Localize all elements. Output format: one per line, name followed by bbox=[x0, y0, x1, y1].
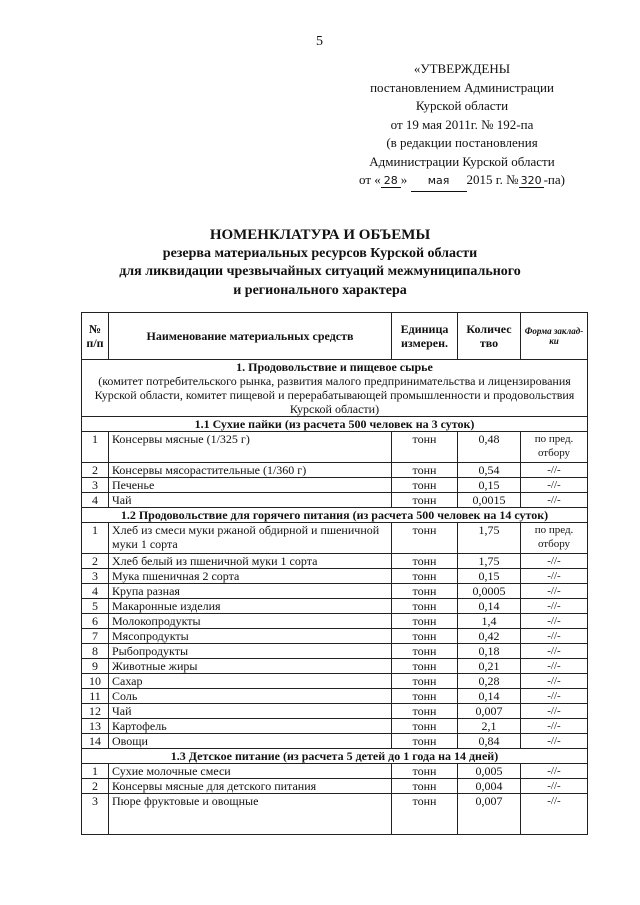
cell-unit: тонн bbox=[392, 779, 458, 794]
section-row bbox=[82, 360, 588, 417]
cell-name: Пюре фруктовые и овощные bbox=[109, 794, 392, 835]
table-row bbox=[82, 432, 588, 463]
cell-name: Сухие молочные смеси bbox=[109, 764, 392, 779]
header-name: Наименование материальных средств bbox=[109, 313, 392, 360]
header-num: № п/п bbox=[82, 313, 109, 360]
cell-num: 13 bbox=[82, 719, 109, 734]
header-unit: Единица измерен. bbox=[392, 313, 458, 360]
cell-form: -//- bbox=[521, 719, 588, 734]
subsection-title: 1.2 Продовольствие для горячего питания (из расчета 500 человек на 14 суток) bbox=[82, 508, 588, 523]
cell-qty: 0,42 bbox=[458, 629, 521, 644]
approval-line: «УТВЕРЖДЕНЫ bbox=[413, 61, 511, 76]
table-row bbox=[82, 554, 588, 569]
cell-qty: 0,007 bbox=[458, 704, 521, 719]
cell-form: -//- bbox=[521, 644, 588, 659]
approval-line: от 19 мая 2011г. № 192-па bbox=[390, 116, 534, 132]
cell-form: -//- bbox=[521, 659, 588, 674]
nomenclature-table bbox=[81, 312, 588, 835]
table-row bbox=[82, 523, 588, 554]
date-quote: » bbox=[400, 172, 408, 187]
cell-qty: 2,1 bbox=[458, 719, 521, 734]
title-line: резерва материальных ресурсов Курской области bbox=[162, 245, 478, 261]
cell-form: -//- bbox=[521, 478, 588, 493]
cell-num: 2 bbox=[82, 554, 109, 569]
table-row bbox=[82, 599, 588, 614]
cell-form: по пред. отбору bbox=[521, 432, 588, 463]
subsection-row bbox=[82, 508, 588, 523]
table-row bbox=[82, 493, 588, 508]
approval-line: (в редакции постановления bbox=[386, 135, 538, 150]
cell-unit: тонн bbox=[392, 674, 458, 689]
cell-unit: тонн bbox=[392, 614, 458, 629]
cell-qty: 0,14 bbox=[458, 599, 521, 614]
cell-form: -//- bbox=[521, 629, 588, 644]
cell-form: -//- bbox=[521, 599, 588, 614]
cell-unit: тонн bbox=[392, 569, 458, 584]
cell-form: -//- bbox=[521, 493, 588, 508]
cell-unit: тонн bbox=[392, 689, 458, 704]
cell-qty: 0,005 bbox=[458, 764, 521, 779]
subsection-row bbox=[82, 417, 588, 432]
cell-unit: тонн bbox=[392, 463, 458, 478]
cell-qty: 1,4 bbox=[458, 614, 521, 629]
cell-num: 1 bbox=[82, 432, 109, 463]
title-line: для ликвидации чрезвычайных ситуаций межмуниципального bbox=[119, 264, 521, 279]
subsection-title: 1.1 Сухие пайки (из расчета 500 человек на 3 суток) bbox=[82, 417, 588, 432]
cell-unit: тонн bbox=[392, 599, 458, 614]
cell-name: Животные жиры bbox=[109, 659, 392, 674]
date-prefix: от « bbox=[359, 172, 381, 187]
cell-num: 10 bbox=[82, 674, 109, 689]
cell-form: -//- bbox=[521, 764, 588, 779]
cell-form: -//- bbox=[521, 554, 588, 569]
cell-num: 6 bbox=[82, 614, 109, 629]
cell-unit: тонн bbox=[392, 764, 458, 779]
cell-unit: тонн bbox=[392, 794, 458, 835]
cell-num: 11 bbox=[82, 689, 109, 704]
cell-unit: тонн bbox=[392, 584, 458, 599]
cell-qty: 0,84 bbox=[458, 734, 521, 749]
table-row bbox=[82, 779, 588, 794]
cell-form: -//- bbox=[521, 779, 588, 794]
cell-num: 7 bbox=[82, 629, 109, 644]
table-row bbox=[82, 463, 588, 478]
cell-form: -//- bbox=[521, 734, 588, 749]
cell-name: Молокопродукты bbox=[109, 614, 392, 629]
cell-name: Чай bbox=[109, 704, 392, 719]
cell-unit: тонн bbox=[392, 478, 458, 493]
cell-unit: тонн bbox=[392, 644, 458, 659]
table-header bbox=[82, 313, 588, 360]
cell-num: 3 bbox=[82, 794, 109, 835]
cell-unit: тонн bbox=[392, 493, 458, 508]
title-line: НОМЕНКЛАТУРА И ОБЪЕМЫ bbox=[209, 227, 431, 243]
approval-stamp bbox=[312, 60, 612, 192]
cell-num: 12 bbox=[82, 704, 109, 719]
cell-unit: тонн bbox=[392, 554, 458, 569]
cell-num: 8 bbox=[82, 644, 109, 659]
cell-name: Мука пшеничная 2 сорта bbox=[109, 569, 392, 584]
header-qty: Количес тво bbox=[458, 313, 521, 360]
table-row bbox=[82, 478, 588, 493]
cell-unit: тонн bbox=[392, 523, 458, 554]
table-row bbox=[82, 644, 588, 659]
cell-qty: 0,14 bbox=[458, 689, 521, 704]
approval-line: Курской области bbox=[415, 98, 509, 113]
cell-form: -//- bbox=[521, 674, 588, 689]
cell-name: Овощи bbox=[109, 734, 392, 749]
cell-qty: 1,75 bbox=[458, 523, 521, 554]
cell-qty: 0,004 bbox=[458, 779, 521, 794]
cell-num: 3 bbox=[82, 478, 109, 493]
table-row bbox=[82, 584, 588, 599]
cell-name: Соль bbox=[109, 689, 392, 704]
cell-form: -//- bbox=[521, 704, 588, 719]
subsection-title: 1.3 Детское питание (из расчета 5 детей до 1 года на 14 дней) bbox=[82, 749, 588, 764]
cell-qty: 1,75 bbox=[458, 554, 521, 569]
cell-name: Макаронные изделия bbox=[109, 599, 392, 614]
doc-number: 320 bbox=[520, 174, 542, 187]
table-row bbox=[82, 719, 588, 734]
cell-qty: 0,48 bbox=[458, 432, 521, 463]
section-cell bbox=[82, 360, 588, 417]
cell-num: 2 bbox=[82, 463, 109, 478]
cell-name: Картофель bbox=[109, 719, 392, 734]
approval-date-line bbox=[312, 171, 612, 192]
cell-name: Мясопродукты bbox=[109, 629, 392, 644]
table-row bbox=[82, 794, 588, 835]
document-title bbox=[60, 226, 580, 300]
cell-name: Сахар bbox=[109, 674, 392, 689]
cell-name: Хлеб из смеси муки ржаной обдирной и пшеничной муки 1 сорта bbox=[109, 523, 392, 554]
cell-qty: 0,007 bbox=[458, 794, 521, 835]
cell-name: Консервы мясорастительные (1/360 г) bbox=[109, 463, 392, 478]
cell-num: 14 bbox=[82, 734, 109, 749]
date-suffix: -па) bbox=[543, 172, 565, 187]
cell-unit: тонн bbox=[392, 432, 458, 463]
cell-unit: тонн bbox=[392, 734, 458, 749]
cell-num: 4 bbox=[82, 584, 109, 599]
month-value: мая bbox=[411, 172, 467, 192]
cell-form: -//- bbox=[521, 569, 588, 584]
cell-num: 1 bbox=[82, 523, 109, 554]
cell-form: по пред. отбору bbox=[521, 523, 588, 554]
title-line: и регионального характера bbox=[233, 282, 407, 298]
cell-num: 5 bbox=[82, 599, 109, 614]
cell-unit: тонн bbox=[392, 719, 458, 734]
cell-name: Рыбопродукты bbox=[109, 644, 392, 659]
cell-qty: 0,0015 bbox=[458, 493, 521, 508]
cell-num: 9 bbox=[82, 659, 109, 674]
header-form: Форма заклад-ки bbox=[521, 313, 588, 360]
cell-form: -//- bbox=[521, 584, 588, 599]
cell-qty: 0,54 bbox=[458, 463, 521, 478]
table-row bbox=[82, 704, 588, 719]
table-row bbox=[82, 659, 588, 674]
cell-qty: 0,18 bbox=[458, 644, 521, 659]
cell-unit: тонн bbox=[392, 704, 458, 719]
page-number: 5 bbox=[316, 34, 323, 49]
date-year: 2015 г. № bbox=[466, 172, 519, 187]
table-row bbox=[82, 629, 588, 644]
table-row bbox=[82, 569, 588, 584]
table-row bbox=[82, 614, 588, 629]
cell-name: Печенье bbox=[109, 478, 392, 493]
cell-qty: 0,21 bbox=[458, 659, 521, 674]
cell-num: 4 bbox=[82, 493, 109, 508]
section-description: (комитет потребительского рынка, развития малого предпринимательства и лицензирования Курской области, комитет пищевой и перерабатывающей промышленности и продовольствия Курской области) bbox=[94, 374, 575, 416]
cell-form: -//- bbox=[521, 794, 588, 835]
cell-name: Хлеб белый из пшеничной муки 1 сорта bbox=[109, 554, 392, 569]
cell-qty: 0,0005 bbox=[458, 584, 521, 599]
cell-qty: 0,28 bbox=[458, 674, 521, 689]
table-row bbox=[82, 734, 588, 749]
table-row bbox=[82, 674, 588, 689]
cell-form: -//- bbox=[521, 463, 588, 478]
cell-form: -//- bbox=[521, 689, 588, 704]
approval-line: постановлением Администрации bbox=[370, 79, 554, 95]
cell-qty: 0,15 bbox=[458, 478, 521, 493]
cell-unit: тонн bbox=[392, 629, 458, 644]
cell-name: Консервы мясные (1/325 г) bbox=[109, 432, 392, 463]
cell-name: Крупа разная bbox=[109, 584, 392, 599]
approval-line: Администрации Курской области bbox=[369, 153, 555, 169]
cell-num: 3 bbox=[82, 569, 109, 584]
table-row bbox=[82, 764, 588, 779]
cell-form: -//- bbox=[521, 614, 588, 629]
table-row bbox=[82, 689, 588, 704]
cell-num: 1 bbox=[82, 764, 109, 779]
cell-name: Чай bbox=[109, 493, 392, 508]
cell-name: Консервы мясные для детского питания bbox=[109, 779, 392, 794]
cell-unit: тонн bbox=[392, 659, 458, 674]
cell-qty: 0,15 bbox=[458, 569, 521, 584]
day-value: 28 bbox=[381, 174, 401, 188]
subsection-row bbox=[82, 749, 588, 764]
cell-num: 2 bbox=[82, 779, 109, 794]
section-title: 1. Продовольствие и пищевое сырье bbox=[236, 360, 433, 374]
